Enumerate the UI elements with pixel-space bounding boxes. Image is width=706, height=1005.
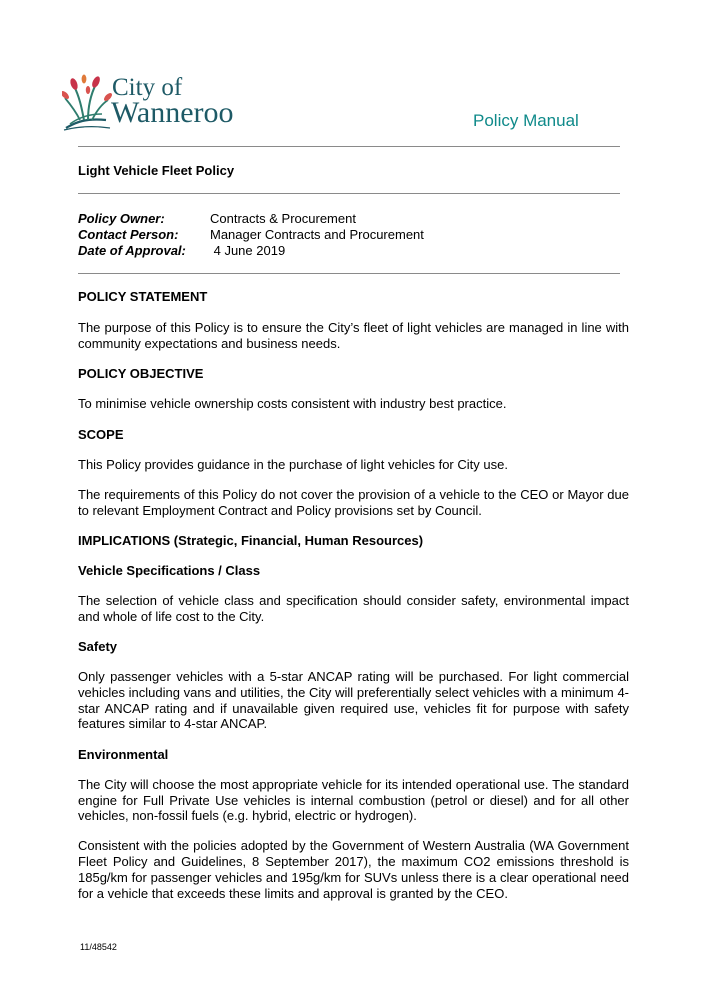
policy-objective-paragraph: To minimise vehicle ownership costs consistent with industry best practice. <box>78 396 507 412</box>
meta-value: Contracts & Procurement <box>210 211 356 226</box>
section-heading-policy-objective: POLICY OBJECTIVE <box>78 366 204 382</box>
environmental-paragraph-1: The City will choose the most appropriate vehicle for its intended operational use. The standard engine for Full Private Use vehicles is internal combustion (petrol or diesel) and for all other vehicles, non-fossil fuels (e.g. hybrid, electric or hydrogen). <box>78 776 629 824</box>
meta-key: Policy Owner: <box>78 211 165 226</box>
header-divider <box>78 146 620 147</box>
subheading-safety: Safety <box>78 639 118 655</box>
meta-row-contact <box>78 227 638 243</box>
meta-row-owner <box>78 211 638 227</box>
document-reference-number: 11/48542 <box>80 942 117 952</box>
policy-statement-paragraph: The purpose of this Policy is to ensure the City’s fleet of light vehicles are managed in line with community expectations and business needs. <box>78 320 629 351</box>
meta-row-approval-date <box>78 243 638 259</box>
meta-key: Contact Person: <box>78 227 179 242</box>
scope-paragraph-2: The requirements of this Policy do not cover the provision of a vehicle to the CEO or Mayor due to relevant Employment Contract and Policy provisions set by Council. <box>78 486 629 518</box>
vehicle-specifications-paragraph: The selection of vehicle class and specification should consider safety, environmental impact and whole of life cost to the City. <box>78 593 629 624</box>
logo-text-wanneroo: Wanneroo <box>111 96 234 129</box>
section-heading-policy-statement: POLICY STATEMENT <box>78 289 208 304</box>
subheading-vehicle-specifications: Vehicle Specifications / Class <box>78 563 261 579</box>
meta-divider <box>78 273 620 274</box>
environmental-paragraph-2: Consistent with the policies adopted by the Government of Western Australia (WA Government Fleet Policy and Guidelines, 8 September 2017), the maximum CO2 emissions threshold is 185g/km for passenger vehicles and 195g/km for SUVs unless there is a clear operational need for a vehicle that exceeds these limits and approval is granted by the CEO. <box>78 838 629 901</box>
scope-paragraph-1: This Policy provides guidance in the purchase of light vehicles for City use. <box>78 456 508 472</box>
section-heading-scope: SCOPE <box>78 426 124 442</box>
kangaroo-paw-icon <box>62 74 112 132</box>
logo-text-city-of: City of <box>112 74 183 101</box>
section-heading-implications: IMPLICATIONS (Strategic, Financial, Human Resources) <box>78 532 424 548</box>
meta-key: Date of Approval: <box>78 243 186 258</box>
safety-paragraph: Only passenger vehicles with a 5-star ANCAP rating will be purchased. For light commercial vehicles including vans and utilities, the City will preferentially select vehicles with a minimum 4-star ANCAP rating and if unavailable given required use, vehicles fit for purpose with safety features similar to 4-star ANCAP. <box>78 669 629 732</box>
title-divider <box>78 193 620 194</box>
meta-value: Manager Contracts and Procurement <box>210 227 424 242</box>
meta-value: 4 June 2019 <box>210 243 286 258</box>
policy-meta-block <box>78 211 638 259</box>
policy-title: Light Vehicle Fleet Policy <box>78 163 235 178</box>
city-logo <box>62 74 252 132</box>
policy-body <box>78 289 629 916</box>
policy-manual-label: Policy Manual <box>473 111 579 130</box>
subheading-environmental: Environmental <box>78 746 169 762</box>
